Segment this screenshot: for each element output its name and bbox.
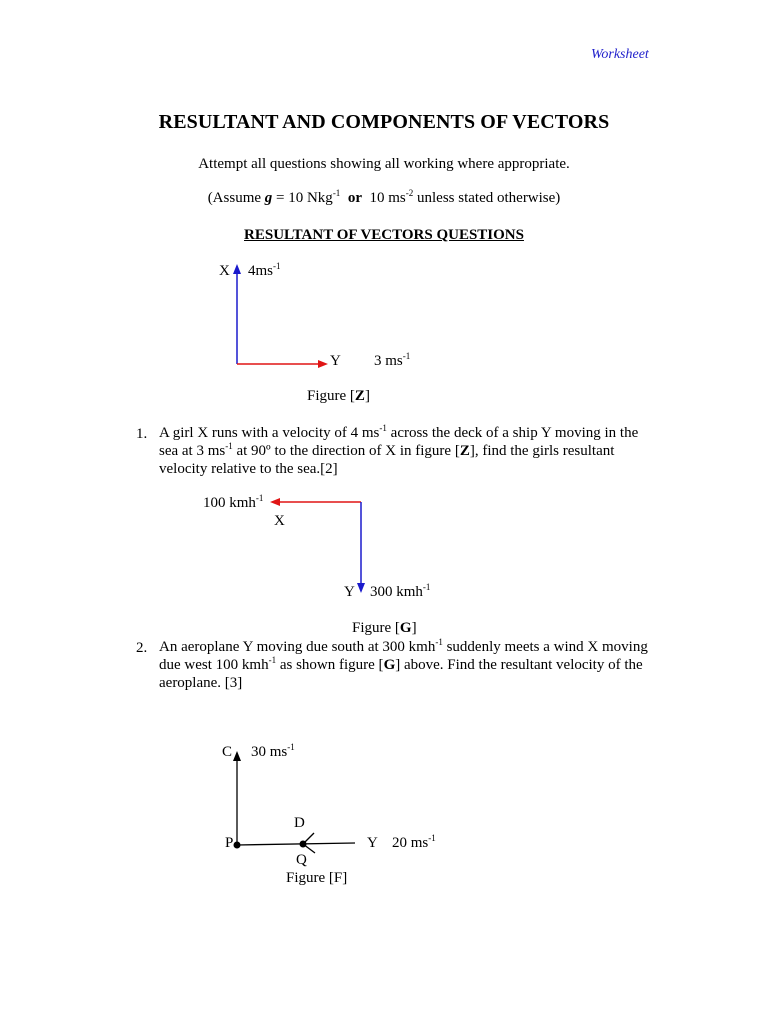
alt-value: 10 ms bbox=[369, 190, 406, 206]
figure-f-label-p: P bbox=[225, 835, 234, 851]
alt-exponent: -2 bbox=[405, 188, 414, 198]
figure-g-label-y: Y bbox=[344, 584, 355, 600]
figure-f-d-stroke-upper bbox=[303, 833, 314, 844]
worksheet-label: Worksheet bbox=[591, 47, 649, 62]
figure-z-velocity-x: $4ms^{-1}$ bbox=[248, 261, 281, 279]
figure-f-point-p bbox=[234, 842, 241, 849]
figure-g-label-x: X bbox=[274, 513, 285, 529]
question-2-text: An aeroplane Y moving due south at 300 kmh$^{-1}$ suddenly meets a wind X moving due west 100 kmh$^{-1}$ as shown figure [G] above. Find the resultant velocity of the aeroplane. [3] bbox=[159, 637, 648, 691]
question-2-number: 2. bbox=[136, 640, 148, 656]
figure-z-velocity-y: 3 $ms^{-1}$ bbox=[374, 351, 411, 369]
instructions-line: Attempt all questions showing all working where appropriate. bbox=[198, 156, 570, 172]
figure-g-velocity-y: 300 kmh$^{-1}$ bbox=[370, 582, 431, 600]
figure-g-caption: Figure [G] bbox=[352, 620, 417, 636]
figure-z-label-y: Y bbox=[330, 353, 341, 369]
figure-f-label-y: Y bbox=[367, 835, 378, 851]
or-word: or bbox=[347, 190, 362, 206]
figure-f-label-q: Q bbox=[296, 852, 307, 868]
figure-z-caption: Figure [Z] bbox=[307, 388, 370, 404]
figure-f-label-c: C bbox=[222, 744, 233, 760]
figure-f-caption: Figure [F] bbox=[286, 870, 348, 886]
page-title: RESULTANT AND COMPONENTS OF VECTORS bbox=[158, 111, 610, 133]
question-1-number: 1. bbox=[136, 426, 148, 442]
question-1-text: A girl X runs with a velocity of 4 $ms^{-1}$ across the deck of a ship Y moving in the sea at 3 $ms^{-1}$ at 90º to the direction of X in figure [Z], find the girls resultant velocity relative to the sea.[2] bbox=[159, 423, 639, 477]
figure-f-velocity-c: 30 $ms^{-1}$ bbox=[251, 742, 295, 760]
g-symbol: g bbox=[264, 190, 273, 206]
figure-f-horizontal-line bbox=[237, 843, 355, 845]
figure-f-label-d: D bbox=[294, 815, 305, 831]
figure-g-velocity-x: 100 kmh$^{-1}$ bbox=[203, 493, 264, 511]
g-exponent: -1 bbox=[332, 188, 341, 198]
figure-f-velocity-y: 20 $ms^{-1}$ bbox=[392, 833, 436, 851]
g-value: = 10 Nkg bbox=[272, 190, 333, 206]
figure-z-label-x: X bbox=[219, 263, 230, 279]
figure-f-vertical-arrowhead bbox=[233, 751, 241, 761]
assume-open: (Assume bbox=[207, 190, 265, 206]
section-heading: RESULTANT OF VECTORS QUESTIONS bbox=[244, 227, 524, 243]
assume-close: unless stated otherwise) bbox=[413, 190, 561, 206]
